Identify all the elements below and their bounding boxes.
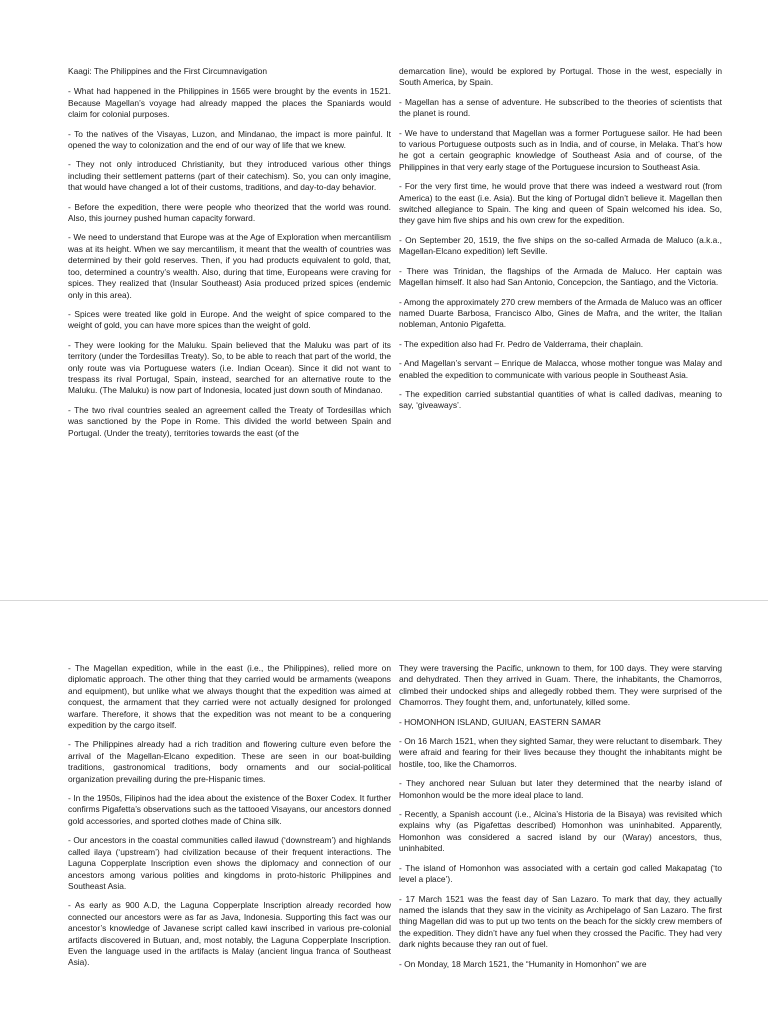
paragraph: - They not only introduced Christianity, but they introduced various other things including their settlement patterns (part of their catechism). So, you can only imagine, that would have changed a lot of their customs, traditions, and day-to-day behavior. xyxy=(68,159,391,193)
paragraph: - The Philippines already had a rich tradition and flowering culture even before the arrival of the Magellan-Elcano expedition. These are seen in our boat-building traditions, gastronomical traditions, body ornaments and our social-political organization prevailing during the pre-Hispanic times. xyxy=(68,739,391,784)
paragraph: - The expedition also had Fr. Pedro de Valderrama, their chaplain. xyxy=(399,338,644,349)
paragraph: - Our ancestors in the coastal communities called ilawud (‘downstream’) and highlands called ilaya (‘upstream’) had civilization because of their frequent interactions. The Laguna Copperplate Inscription even shows the diplomacy and connection of our ancestors among various polities and kingdoms in proto-historic Philippines and Southeast Asia. xyxy=(68,835,391,891)
paragraph: - They were looking for the Maluku. Spain believed that the Maluku was part of its territory (under the Tordesillas Treaty). So, to be able to reach that part of the world, the only route was via Portuguese waters (i.e. Indian Ocean). Since it did not want to trespass its rival Portugal, Spain, instead, searched for an alternative route to the Maluku. (The Maluku) is now part of Indonesia, located just down south of Mindanao. xyxy=(68,339,391,396)
paragraph: - We have to understand that Magellan was a former Portuguese sailor. He had been to various Portuguese outposts such as in India, and of course, in Melaka. That’s how he got a certain geographic knowledge of Southeast Asia and of course, of the Philippines in that very early stage of the Portuguese incursion to Southeast Asia. xyxy=(399,127,722,172)
page1-right-column xyxy=(399,66,722,596)
paragraph: - 17 March 1521 was the feast day of San Lazaro. To mark that day, they actually named the islands that they saw in the vicinity as Archipelago of San Lazaro. The first thing Magellan did was to put up two tents on the beach for the sickly crew members of the expedition. They didn’t have any fuel when they crossed the Pacific. They had very dark nights because they ran out of fuel. xyxy=(399,893,722,950)
paragraph: - To the natives of the Visayas, Luzon, and Mindanao, the impact is more painful. It opened the way to colonization and the end of our way of life that we knew. xyxy=(68,128,391,151)
paragraph: - On Monday, 18 March 1521, the “Humanity in Homonhon” we are xyxy=(399,958,647,969)
document-title: Kaagi: The Philippines and the First Circumnavigation xyxy=(68,66,268,76)
paragraph: - On 16 March 1521, when they sighted Samar, they were reluctant to disembark. They were afraid and fearing for their lives because they thought the inhabitants might be hostile, too, like the Chamorros. xyxy=(399,736,722,769)
paragraph: - And Magellan’s servant – Enrique de Malacca, whose mother tongue was Malay and enabled the expedition to communicate with various people in Southeast Asia. xyxy=(399,358,722,380)
paragraph: - They anchored near Suluan but later they determined that the nearby island of Homonhon would be the more ideal place to land. xyxy=(399,778,722,800)
document-page-2 xyxy=(0,600,768,1025)
page1-left-column xyxy=(68,66,391,596)
paragraph: - For the very first time, he would prove that there was indeed a westward rout (from America) to the east (i.e. Asia). But the king of Portugal didn’t believe it. Magellan then switched allegiance to Spain. The king and queen of Spain welcomed his idea. So, they gave him five ships and his own crew for the expedition. xyxy=(399,181,722,226)
paragraph: They were traversing the Pacific, unknown to them, for 100 days. They were starving and dehydrated. Then they arrived in Guam. There, the inhabitants, the Chamorros, climbed their undocked ships and allegedly robbed them. They were surprised of the Chamorros. They fought them, and, unfortunately, killed some. xyxy=(399,663,722,708)
paragraph: - As early as 900 A.D, the Laguna Copperplate Inscription already recorded how connected our ancestors were as far as Java, Indonesia. Supporting this fact was our ancestor’s knowledge of Javanese script called kawi inscribed in various pre-colonial artifacts discovered in Butuan, and, most notably, the Laguna Copperplate Inscription. Even the language used in the artifacts is Malay (ancient lingua franca of Southeast Asia). xyxy=(68,900,391,968)
paragraph: - Before the expedition, there were people who theorized that the world was round. Also, this journey pushed human capacity forward. xyxy=(68,201,391,224)
paragraph: - The two rival countries sealed an agreement called the Treaty of Tordesillas which was sanctioned by the Pope in Rome. This divided the world between Spain and Portugal. (Under the treaty), territories towards the east (of the xyxy=(68,404,391,438)
paragraph: - The Magellan expedition, while in the east (i.e., the Philippines), relied more on diplomatic approach. The other thing that they carried would be armaments (weapons and equipment), but unlike what we always thought that the expedition was aimed at conquest, the armament that they carried were not actually designed for prolonged warfare. Therefore, it shows that the expedition was not meant to be a conquering expedition by the cargo itself. xyxy=(68,663,391,731)
section-heading: - HOMONHON ISLAND, GUIUAN, EASTERN SAMAR xyxy=(399,716,601,727)
paragraph: - Magellan has a sense of adventure. He subscribed to the theories of scientists that the planet is round. xyxy=(399,96,722,119)
paragraph: - On September 20, 1519, the five ships on the so-called Armada de Maluco (a.k.a., Magellan-Elcano expedition) left Seville. xyxy=(399,234,722,257)
paragraph: - The expedition carried substantial quantities of what is called dadivas, meaning to say, ‘giveaways’. xyxy=(399,388,722,411)
paragraph: - There was Trinidan, the flagships of the Armada de Maluco. Her captain was Magellan himself. It also had San Antonio, Concepcion, the Santiago, and the Victoria. xyxy=(399,265,722,288)
page2-right-column xyxy=(399,663,722,1025)
paragraph: - Spices were treated like gold in Europe. And the weight of spice compared to the weight of gold, you can have more spices than the weight of gold. xyxy=(68,308,391,331)
paragraph: - In the 1950s, Filipinos had the idea about the existence of the Boxer Codex. It further confirms Pigafetta’s observations such as the tattooed Visayans, our ancestors donned gold accessories, and sported clothes made of China silk. xyxy=(68,793,391,826)
paragraph: - The island of Homonhon was associated with a certain god called Makapatag (‘to level a place’). xyxy=(399,862,722,885)
paragraph: demarcation line), would be explored by Portugal. Those in the west, especially in South America, by Spain. xyxy=(399,66,722,88)
paragraph: - We need to understand that Europe was at the Age of Exploration when mercantilism was at its height. When we say mercantilism, it meant that the wealth of countries was determined by their gold reserves. Then, if you had products equivalent to gold, that, too, determined a country’s wealth. Also, during that time, Europeans were craving for spices. They realized that (Insular Southeast) Asia produced prized spices (endemic only in this area). xyxy=(68,232,391,300)
page2-left-column xyxy=(68,663,391,1025)
paragraph: - Among the approximately 270 crew members of the Armada de Maluco was an officer named Duarte Barbosa, Francisco Albo, Gines de Mafra, and the writer, the Italian nobleman, Antonio Pigafetta. xyxy=(399,296,722,330)
paragraph: - Recently, a Spanish account (i.e., Alcina’s Historia de la Bisaya) was revisited which explains why (as Pigafettas described) Homonhon was uninhabited. Apparently, Homonhon was considered a sacred island by our (Waray) ancestors, thus, uninhabited. xyxy=(399,809,722,854)
paragraph: - What had happened in the Philippines in 1565 were brought by the events in 1521. Because Magellan’s voyage had already mapped the places the Spaniards would claim for colonial purposes. xyxy=(68,86,391,120)
